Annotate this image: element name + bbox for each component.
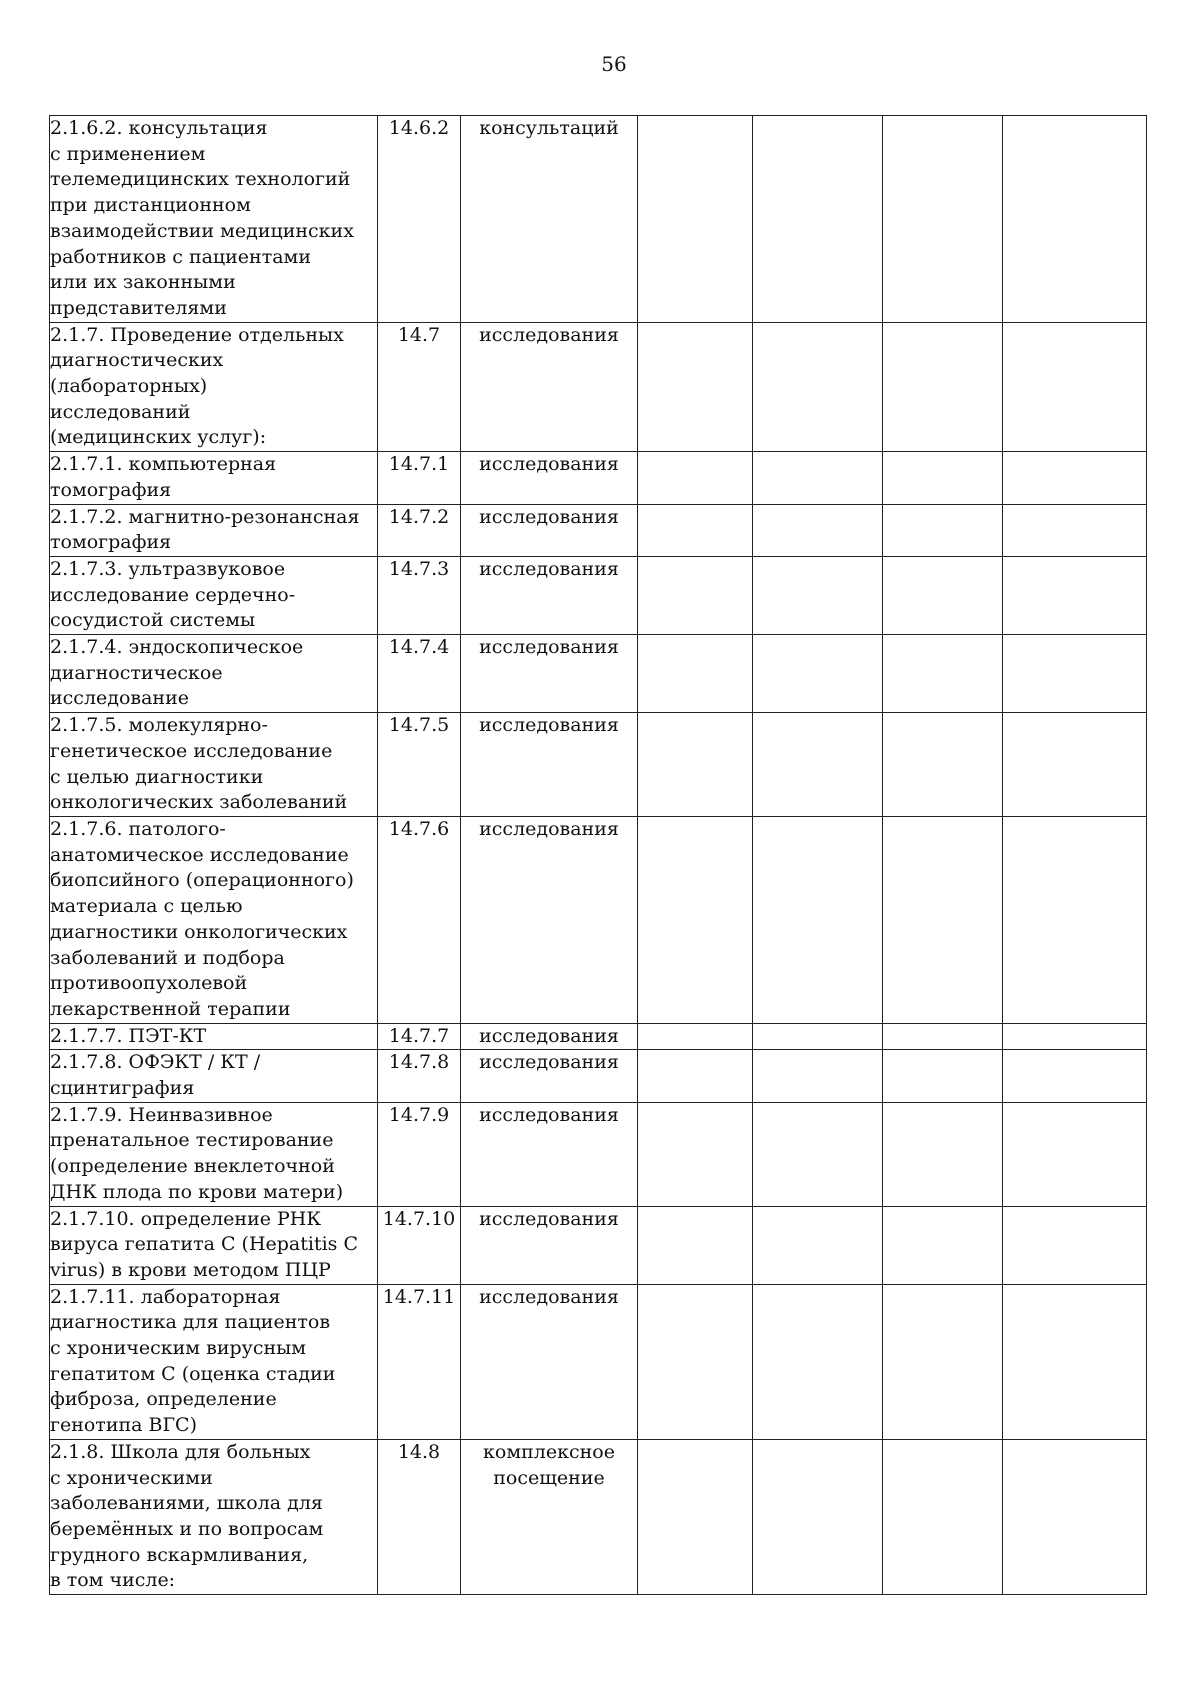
empty-cell [883, 1102, 1003, 1206]
empty-cell [883, 1050, 1003, 1102]
row-unit-text: исследования [479, 1051, 619, 1074]
table-row [50, 713, 1147, 817]
table-row [50, 116, 1147, 323]
row-name-text: 2.1.7.11. лабораторная диагностика для пациентов с хроническим вирусным гепатитом С (оценка стадии фиброза, определение генотипа ВГС) [50, 1285, 336, 1437]
row-code-text: 14.6.2 [388, 117, 450, 139]
empty-cell [1003, 1102, 1147, 1206]
empty-cell [1003, 1439, 1147, 1594]
table-row [50, 452, 1147, 504]
cell-row-unit [461, 452, 638, 504]
row-code-text: 14.8 [397, 1440, 441, 1463]
cell-row-code [378, 116, 461, 323]
cell-row-name [50, 1439, 378, 1594]
cell-row-code [378, 452, 461, 504]
empty-cell [1003, 322, 1147, 452]
empty-cell [638, 322, 753, 452]
empty-cell [1003, 1206, 1147, 1284]
table-row [50, 556, 1147, 634]
empty-cell [883, 322, 1003, 452]
empty-cell [753, 635, 883, 713]
empty-cell [753, 1023, 883, 1050]
cell-row-name [50, 116, 378, 323]
cell-row-name [50, 816, 378, 1023]
row-code-text: 14.7.5 [388, 714, 450, 737]
row-code-text: 14.7.10 [382, 1207, 456, 1230]
cell-row-code [378, 1206, 461, 1284]
row-code-text: 14.7.9 [388, 1103, 450, 1126]
empty-cell [753, 1050, 883, 1102]
cell-row-unit [461, 1102, 638, 1206]
empty-cell [883, 504, 1003, 556]
cell-row-unit [461, 322, 638, 452]
empty-cell [753, 1102, 883, 1206]
row-name-text: 2.1.7.8. ОФЭКТ / КТ / сцинтиграфия [50, 1051, 261, 1100]
row-code-text: 14.7.2 [388, 505, 450, 528]
row-name-text: 2.1.6.2. консультация с применением телемедицинских технологий при дистанционном взаимодействии медицинских работников с пациентами или их законными представителями [50, 117, 354, 319]
cell-row-code [378, 504, 461, 556]
empty-cell [638, 452, 753, 504]
empty-cell [883, 1284, 1003, 1439]
table-row [50, 635, 1147, 713]
row-name-text: 2.1.7.7. ПЭТ-КТ [50, 1024, 207, 1047]
row-unit-text: исследования [479, 505, 619, 528]
cell-row-unit [461, 116, 638, 323]
empty-cell [753, 322, 883, 452]
empty-cell [1003, 635, 1147, 713]
row-code-text: 14.7.7 [388, 1024, 450, 1047]
cell-row-code [378, 1439, 461, 1594]
empty-cell [883, 556, 1003, 634]
empty-cell [883, 1439, 1003, 1594]
cell-row-unit [461, 504, 638, 556]
row-name-text: 2.1.7.2. магнитно-резонансная томография [50, 505, 360, 554]
page-number: 56 [601, 52, 627, 76]
cell-row-unit [461, 635, 638, 713]
cell-row-code [378, 1284, 461, 1439]
empty-cell [1003, 556, 1147, 634]
empty-cell [638, 1102, 753, 1206]
empty-cell [1003, 1284, 1147, 1439]
empty-cell [1003, 504, 1147, 556]
table-row [50, 322, 1147, 452]
row-unit-text: исследования [479, 323, 619, 346]
cell-row-code [378, 1050, 461, 1102]
cell-row-code [378, 1023, 461, 1050]
row-unit-text: исследования [479, 453, 619, 476]
cell-row-name [50, 322, 378, 452]
empty-cell [883, 116, 1003, 323]
empty-cell [1003, 713, 1147, 817]
empty-cell [883, 635, 1003, 713]
empty-cell [883, 1206, 1003, 1284]
empty-cell [638, 713, 753, 817]
cell-row-unit [461, 816, 638, 1023]
table-row [50, 1102, 1147, 1206]
table-row [50, 1023, 1147, 1050]
row-code-text: 14.7.11 [382, 1285, 456, 1308]
row-name-text: 2.1.7.9. Неинвазивное пренатальное тестирование (определение внеклеточной ДНК плода по крови матери) [50, 1103, 344, 1203]
cell-row-name [50, 1206, 378, 1284]
cell-row-unit [461, 1023, 638, 1050]
row-unit-text: исследования [479, 1207, 619, 1230]
row-unit-text: исследования [479, 557, 619, 580]
empty-cell [638, 556, 753, 634]
cell-row-name [50, 1102, 378, 1206]
table-row [50, 1206, 1147, 1284]
empty-cell [753, 1284, 883, 1439]
row-code-text: 14.7.3 [388, 557, 450, 580]
row-name-text: 2.1.7.5. молекулярно- генетическое исследование с целью диагностики онкологических заболеваний [50, 714, 348, 814]
table-row [50, 1050, 1147, 1102]
cell-row-code [378, 635, 461, 713]
cell-row-name [50, 1050, 378, 1102]
cell-row-code [378, 1102, 461, 1206]
row-unit-text: консультаций [479, 117, 619, 139]
cell-row-name [50, 1284, 378, 1439]
empty-cell [883, 1023, 1003, 1050]
table-row [50, 1284, 1147, 1439]
cell-row-name [50, 635, 378, 713]
cell-row-code [378, 713, 461, 817]
empty-cell [1003, 116, 1147, 323]
data-table [49, 115, 1147, 1595]
empty-cell [1003, 1050, 1147, 1102]
empty-cell [753, 816, 883, 1023]
row-name-text: 2.1.8. Школа для больных с хроническими заболеваниями, школа для беремённых и по вопросам грудного вскармливания, в том числе: [50, 1440, 324, 1592]
empty-cell [638, 1439, 753, 1594]
empty-cell [638, 504, 753, 556]
cell-row-code [378, 322, 461, 452]
row-name-text: 2.1.7.10. определение РНК вируса гепатита С (Hepatitis C virus) в крови методом ПЦР [50, 1207, 358, 1281]
empty-cell [753, 116, 883, 323]
empty-cell [638, 816, 753, 1023]
row-code-text: 14.7 [397, 323, 441, 346]
row-code-text: 14.7.6 [388, 817, 450, 840]
cell-row-name [50, 504, 378, 556]
row-unit-text: исследования [479, 1024, 619, 1047]
cell-row-unit [461, 1206, 638, 1284]
empty-cell [638, 635, 753, 713]
empty-cell [1003, 1023, 1147, 1050]
row-name-text: 2.1.7.1. компьютерная томография [50, 453, 277, 501]
cell-row-name [50, 713, 378, 817]
row-unit-text: исследования [479, 1285, 619, 1308]
row-unit-text: исследования [479, 817, 619, 840]
empty-cell [753, 556, 883, 634]
empty-cell [753, 1206, 883, 1284]
empty-cell [638, 1284, 753, 1439]
cell-row-unit [461, 1284, 638, 1439]
cell-row-unit [461, 1439, 638, 1594]
row-unit-text: исследования [479, 714, 619, 737]
cell-row-name [50, 1023, 378, 1050]
cell-row-code [378, 556, 461, 634]
empty-cell [883, 816, 1003, 1023]
empty-cell [1003, 452, 1147, 504]
empty-cell [753, 452, 883, 504]
row-code-text: 14.7.4 [388, 636, 450, 659]
row-name-text: 2.1.7. Проведение отдельных диагностических (лабораторных) исследований (медицинских услуг): [50, 323, 344, 449]
row-unit-text: комплексное посещение [483, 1440, 615, 1489]
cell-row-unit [461, 713, 638, 817]
empty-cell [638, 1206, 753, 1284]
empty-cell [883, 452, 1003, 504]
empty-cell [753, 504, 883, 556]
cell-row-code [378, 816, 461, 1023]
row-unit-text: исследования [479, 636, 619, 659]
cell-row-unit [461, 1050, 638, 1102]
row-unit-text: исследования [479, 1103, 619, 1126]
cell-row-name [50, 556, 378, 634]
table-row [50, 504, 1147, 556]
empty-cell [753, 713, 883, 817]
row-code-text: 14.7.1 [388, 453, 450, 476]
empty-cell [638, 116, 753, 323]
empty-cell [883, 713, 1003, 817]
cell-row-name [50, 452, 378, 504]
table-row [50, 816, 1147, 1023]
table-row [50, 1439, 1147, 1594]
row-name-text: 2.1.7.4. эндоскопическое диагностическое исследование [50, 636, 304, 710]
cell-row-unit [461, 556, 638, 634]
empty-cell [638, 1023, 753, 1050]
empty-cell [638, 1050, 753, 1102]
row-name-text: 2.1.7.6. патолого- анатомическое исследование биопсийного (операционного) материала с целью диагностики онкологических заболеваний и подбора противоопухолевой лекарственной терапии [50, 817, 354, 1020]
row-name-text: 2.1.7.3. ультразвуковое исследование сердечно- сосудистой системы [50, 557, 296, 632]
empty-cell [753, 1439, 883, 1594]
row-code-text: 14.7.8 [388, 1051, 450, 1074]
empty-cell [1003, 816, 1147, 1023]
